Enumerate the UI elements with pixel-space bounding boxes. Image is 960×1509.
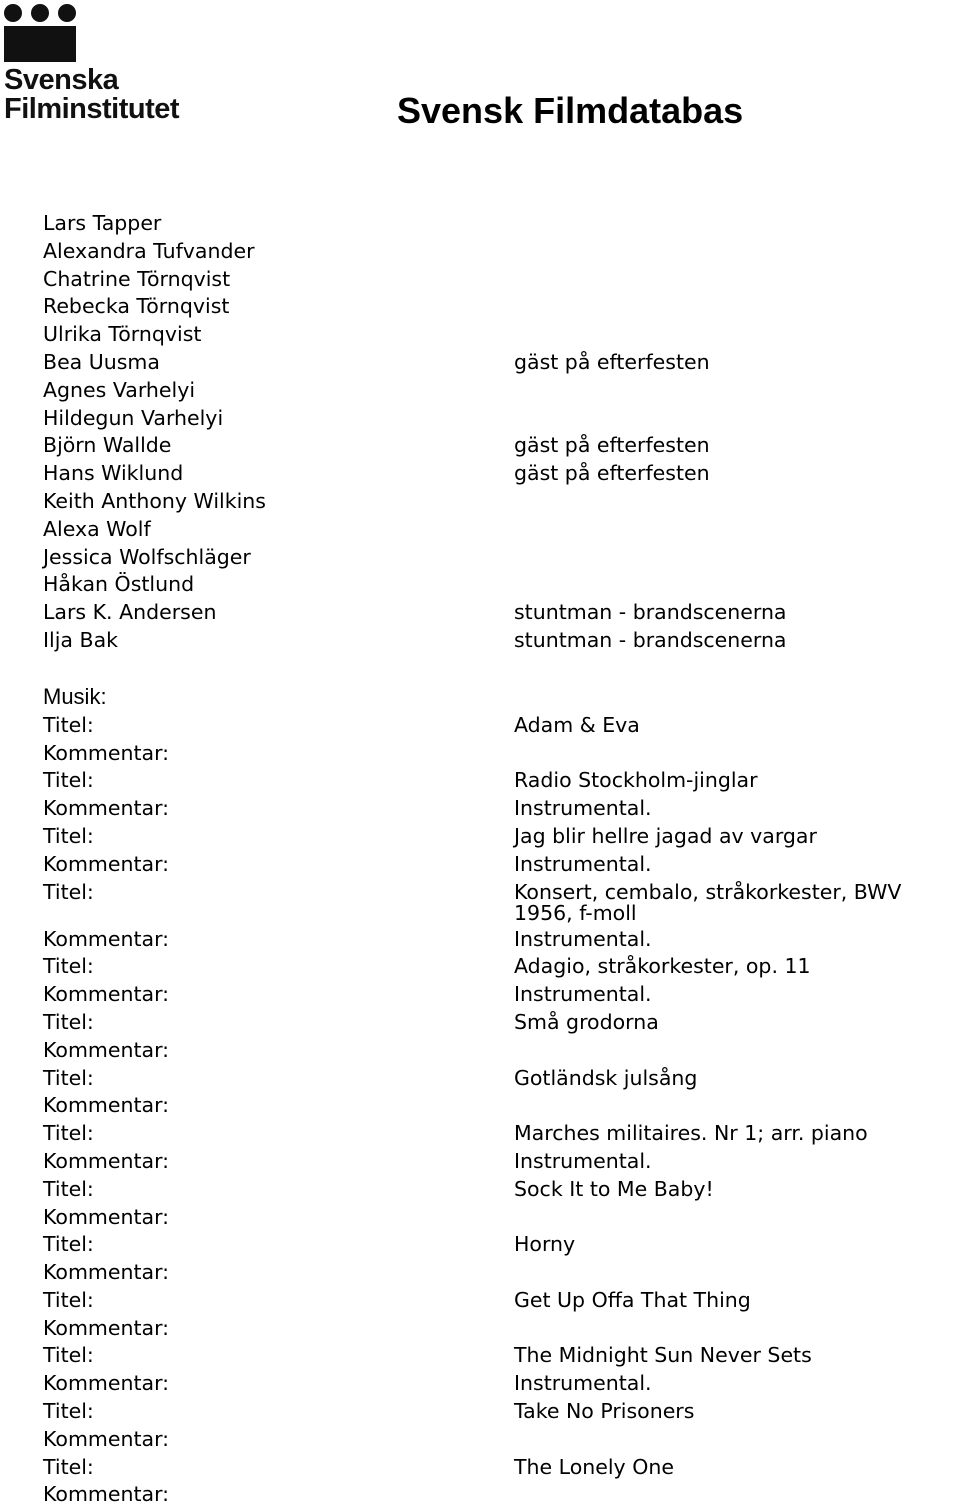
cast-name: Rebecka Törnqvist bbox=[43, 294, 230, 319]
cast-row bbox=[43, 516, 958, 544]
music-comment-row bbox=[43, 1426, 958, 1454]
cast-name: Lars K. Andersen bbox=[43, 600, 217, 625]
music-title-row bbox=[43, 1009, 958, 1037]
music-title-row bbox=[43, 767, 958, 795]
cast-name: Chatrine Törnqvist bbox=[43, 266, 231, 291]
cast-name: Hildegun Varhelyi bbox=[43, 405, 224, 430]
title-label: Titel: bbox=[43, 1454, 94, 1479]
music-title: Konsert, cembalo, stråkorkester, BWV 1956, f-moll bbox=[514, 879, 902, 925]
title-label: Titel: bbox=[43, 1287, 94, 1312]
logo-wordmark bbox=[4, 66, 179, 124]
music-comment-row bbox=[43, 1259, 958, 1287]
cast-role: gäst på efterfesten bbox=[514, 461, 710, 486]
cast-row bbox=[43, 266, 958, 294]
music-comment-row bbox=[43, 1370, 958, 1398]
cast-name: Agnes Varhelyi bbox=[43, 377, 196, 402]
comment-label: Kommentar: bbox=[43, 1037, 170, 1062]
cast-row bbox=[43, 460, 958, 488]
music-comment: Instrumental. bbox=[514, 851, 652, 876]
music-comment: Instrumental. bbox=[514, 982, 652, 1007]
title-label: Titel: bbox=[43, 1399, 94, 1424]
comment-label: Kommentar: bbox=[43, 1260, 170, 1285]
title-label: Titel: bbox=[43, 1121, 94, 1146]
logo-dot bbox=[31, 4, 49, 22]
comment-label: Kommentar: bbox=[43, 926, 170, 951]
comment-label: Kommentar: bbox=[43, 740, 170, 765]
music-heading: Musik: bbox=[43, 683, 107, 709]
cast-name: Hans Wiklund bbox=[43, 461, 184, 486]
logo-line-2: Filminstitutet bbox=[4, 93, 180, 125]
cast-row bbox=[43, 488, 958, 516]
cast-name: Alexa Wolf bbox=[43, 516, 151, 541]
title-label: Titel: bbox=[43, 712, 94, 737]
cast-role: stuntman - brandscenerna bbox=[514, 600, 787, 625]
cast-row bbox=[43, 432, 958, 460]
cast-list bbox=[43, 210, 958, 655]
music-title: Horny bbox=[514, 1232, 576, 1257]
comment-label: Kommentar: bbox=[43, 1148, 170, 1173]
cast-row bbox=[43, 293, 958, 321]
cast-name: Bea Uusma bbox=[43, 349, 160, 374]
comment-label: Kommentar: bbox=[43, 851, 170, 876]
cast-row bbox=[43, 321, 958, 349]
svenska-filminstitutet-logo bbox=[4, 4, 204, 129]
credits-content bbox=[43, 210, 958, 1509]
music-comment-row bbox=[43, 1037, 958, 1065]
cast-name: Håkan Östlund bbox=[43, 572, 195, 597]
music-comment: Instrumental. bbox=[514, 926, 652, 951]
cast-row bbox=[43, 405, 958, 433]
music-comment-row bbox=[43, 1315, 958, 1343]
title-label: Titel: bbox=[43, 1232, 94, 1257]
music-comment-row bbox=[43, 1092, 958, 1120]
music-comment-row bbox=[43, 851, 958, 879]
music-title: The Lonely One bbox=[514, 1454, 674, 1479]
title-label: Titel: bbox=[43, 1065, 94, 1090]
music-title-row bbox=[43, 1287, 958, 1315]
music-title-row bbox=[43, 1176, 958, 1204]
cast-row bbox=[43, 627, 958, 655]
music-comment-row bbox=[43, 795, 958, 823]
title-label: Titel: bbox=[43, 1176, 94, 1201]
comment-label: Kommentar: bbox=[43, 1482, 170, 1507]
music-comment: Instrumental. bbox=[514, 1148, 652, 1173]
music-comment: Instrumental. bbox=[514, 796, 652, 821]
cast-name: Lars Tapper bbox=[43, 211, 162, 235]
music-comment-row bbox=[43, 926, 958, 954]
music-title: Get Up Offa That Thing bbox=[514, 1287, 751, 1312]
comment-label: Kommentar: bbox=[43, 1204, 170, 1229]
music-title: Gotländsk julsång bbox=[514, 1065, 698, 1090]
music-title-row bbox=[43, 1065, 958, 1093]
title-label: Titel: bbox=[43, 954, 94, 979]
cast-row bbox=[43, 544, 958, 572]
music-title-row bbox=[43, 1342, 958, 1370]
music-title: Adam & Eva bbox=[514, 712, 640, 737]
music-comment-row bbox=[43, 1148, 958, 1176]
comment-label: Kommentar: bbox=[43, 982, 170, 1007]
comment-label: Kommentar: bbox=[43, 1093, 170, 1118]
music-title-row bbox=[43, 823, 958, 851]
music-title-row bbox=[43, 1120, 958, 1148]
page-title: Svensk Filmdatabas bbox=[397, 90, 744, 131]
title-label: Titel: bbox=[43, 879, 94, 904]
title-label: Titel: bbox=[43, 768, 94, 793]
cast-row bbox=[43, 377, 958, 405]
music-comment-row bbox=[43, 981, 958, 1009]
music-title: Adagio, stråkorkester, op. 11 bbox=[514, 954, 811, 979]
cast-row bbox=[43, 571, 958, 599]
title-label: Titel: bbox=[43, 1009, 94, 1034]
music-title: Sock It to Me Baby! bbox=[514, 1176, 714, 1201]
cast-row bbox=[43, 599, 958, 627]
logo-line-1: Svenska bbox=[4, 64, 119, 96]
logo-dot bbox=[58, 4, 76, 22]
cast-row bbox=[43, 238, 958, 266]
cast-role: gäst på efterfesten bbox=[514, 433, 710, 458]
music-title: Små grodorna bbox=[514, 1009, 659, 1034]
music-title-row bbox=[43, 1454, 958, 1482]
music-title-row bbox=[43, 712, 958, 740]
comment-label: Kommentar: bbox=[43, 796, 170, 821]
music-title-row bbox=[43, 953, 958, 981]
music-comment: Instrumental. bbox=[514, 1371, 652, 1396]
music-title-row bbox=[43, 1231, 958, 1259]
music-comment-row bbox=[43, 740, 958, 768]
cast-row bbox=[43, 349, 958, 377]
comment-label: Kommentar: bbox=[43, 1315, 170, 1340]
title-label: Titel: bbox=[43, 1343, 94, 1368]
music-title-row bbox=[43, 879, 958, 926]
logo-mark bbox=[4, 4, 78, 62]
music-title: Jag blir hellre jagad av vargar bbox=[514, 823, 817, 848]
logo-dot bbox=[4, 4, 22, 22]
music-title: Take No Prisoners bbox=[514, 1399, 695, 1424]
comment-label: Kommentar: bbox=[43, 1371, 170, 1396]
cast-name: Alexandra Tufvander bbox=[43, 238, 255, 263]
music-list bbox=[43, 712, 958, 1509]
music-title-row bbox=[43, 1398, 958, 1426]
cast-name: Ulrika Törnqvist bbox=[43, 322, 202, 347]
music-title: Marches militaires. Nr 1; arr. piano bbox=[514, 1121, 868, 1146]
cast-role: gäst på efterfesten bbox=[514, 349, 710, 374]
comment-label: Kommentar: bbox=[43, 1426, 170, 1451]
music-comment-row bbox=[43, 1204, 958, 1232]
music-title: The Midnight Sun Never Sets bbox=[514, 1343, 812, 1368]
cast-name: Keith Anthony Wilkins bbox=[43, 488, 266, 513]
cast-name: Ilja Bak bbox=[43, 627, 119, 652]
cast-role: stuntman - brandscenerna bbox=[514, 627, 787, 652]
cast-name: Jessica Wolfschläger bbox=[43, 544, 251, 569]
logo-square bbox=[4, 26, 76, 62]
title-label: Titel: bbox=[43, 823, 94, 848]
cast-row bbox=[43, 210, 958, 238]
cast-name: Björn Wallde bbox=[43, 433, 172, 458]
music-title: Radio Stockholm-jinglar bbox=[514, 768, 758, 793]
